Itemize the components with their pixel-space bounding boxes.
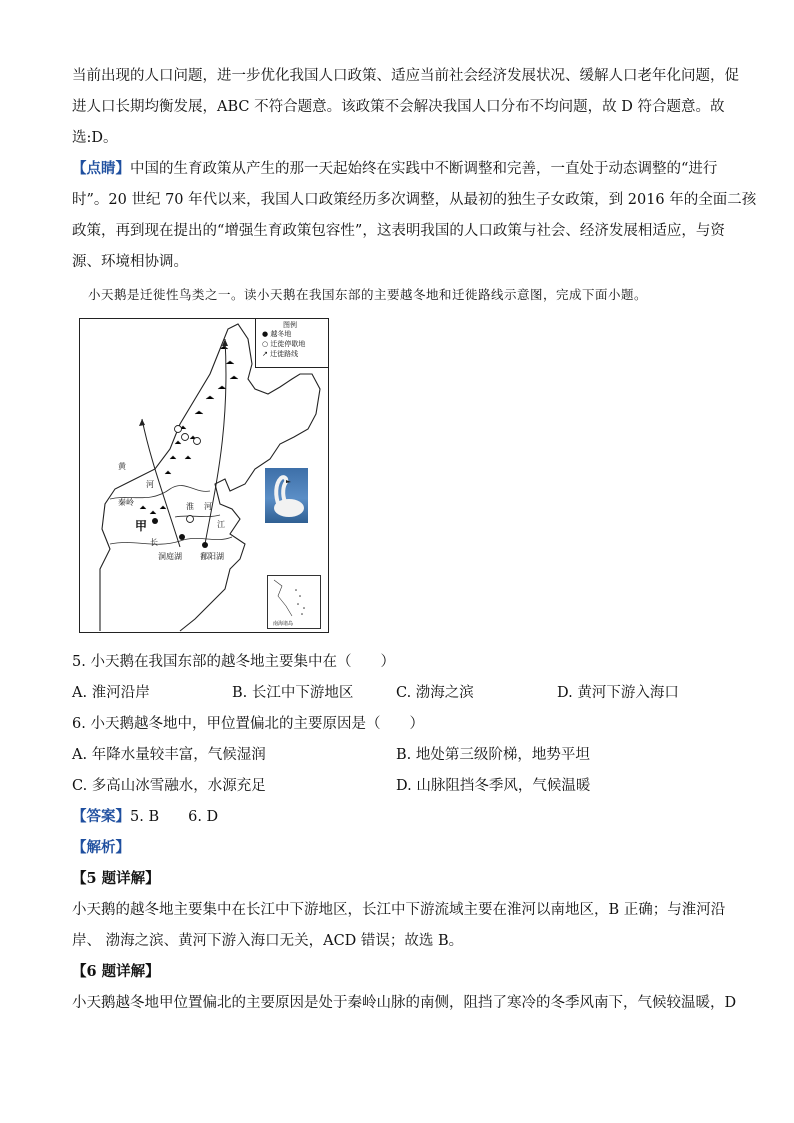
label-he2: 河 — [204, 502, 212, 511]
q5-detail-line: 小天鹅的越冬地主要集中在长江中下游地区，长江中下游流域主要在淮河以南地区，B 正确；与淮河沿 — [72, 902, 726, 918]
dianjing-line — [72, 157, 717, 178]
dianjing-line: 源、环境相协调。 — [72, 254, 188, 270]
label-jiang: 江 — [217, 520, 225, 529]
inset-caption: 南海诸岛 — [273, 621, 294, 627]
q5-detail-tag: 【5 题详解】 — [72, 870, 160, 887]
legend-item-route: ↗ 迁徙路线 — [262, 350, 299, 358]
yangtze-river — [110, 537, 232, 544]
legend-item-stopover: ○ 迁徙停歇地 — [262, 340, 306, 348]
swan-photo — [265, 468, 308, 523]
label-qinling: 秦岭 — [118, 498, 134, 507]
dianjing-line: 时”。20 世纪 70 年代以来，我国人口政策经历多次调整，从最初的独生子女政策，到 2016 年的全面二孩 — [72, 192, 757, 208]
q5-option-c[interactable]: C. 渤海之滨 — [396, 685, 474, 701]
answer-text: 5. B 6. D — [130, 809, 219, 825]
label-jia: 甲 — [135, 519, 148, 533]
question-intro: 小天鹅是迁徙性鸟类之一。读小天鹅在我国东部的主要越冬地和迁徙路线示意图，完成下面小题。 — [88, 287, 648, 302]
q6-stem: 6. 小天鹅越冬地中，甲位置偏北的主要原因是（ ） — [72, 716, 424, 732]
map-legend — [255, 319, 328, 368]
q6-detail-line: 小天鹅越冬地甲位置偏北的主要原因是处于秦岭山脉的南侧，阻挡了寒冷的冬季风南下，气候较温暖，D — [72, 995, 737, 1011]
migration-route-central — [205, 339, 226, 544]
q5-stem: 5. 小天鹅在我国东部的越冬地主要集中在（ ） — [72, 654, 395, 670]
dianjing-text: 中国的生育政策从产生的那一天起始终在实践中不断调整和完善，一直处于动态调整的“进行 — [130, 161, 718, 177]
swan-icon — [265, 468, 308, 523]
q6-option-d[interactable]: D. 山脉阻挡冬季风，气候温暖 — [396, 778, 591, 794]
q5-option-d[interactable]: D. 黄河下游入海口 — [557, 685, 679, 701]
q6-detail-tag: 【6 题详解】 — [72, 963, 160, 980]
wintering-sites — [152, 518, 208, 548]
legend-title: 图例 — [283, 321, 297, 329]
label-huang: 黄 — [118, 462, 126, 471]
answer-line — [72, 805, 218, 826]
dianjing-tag: 【点睛】 — [72, 160, 130, 177]
q5-option-a[interactable]: A. 淮河沿岸 — [72, 685, 150, 701]
huai-river — [175, 515, 220, 517]
label-huai: 淮 — [186, 502, 194, 511]
paragraph-line: 当前出现的人口问题，进一步优化我国人口政策、适应当前社会经济发展状况、缓解人口老年化问题，促 — [72, 68, 739, 84]
paragraph-line: 选:D。 — [72, 130, 118, 146]
answer-tag: 【答案】 — [72, 808, 130, 825]
analysis-tag: 【解析】 — [72, 839, 130, 856]
q5-option-b[interactable]: B. 长江中下游地区 — [232, 685, 354, 701]
route-arrow — [139, 419, 145, 426]
q6-option-a[interactable]: A. 年降水量较丰富，气候湿润 — [72, 747, 266, 763]
label-chang: 长 — [150, 538, 158, 547]
paragraph-line: 进人口长期均衡发展，ABC 不符合题意。该政策不会解决我国人口分布不均问题，故 D 符合题意。故 — [72, 99, 725, 115]
label-dongting: 洞庭湖 — [158, 552, 182, 561]
legend-item-wintering: ● 越冬地 — [262, 330, 292, 338]
q6-option-c[interactable]: C. 多高山冰雪融水，水源充足 — [72, 778, 266, 794]
label-he: 河 — [146, 480, 154, 489]
label-poyang: 鄱阳湖 — [200, 552, 224, 561]
dianjing-line: 政策，再到现在提出的“增强生育政策包容性”，这表明我国的人口政策与社会、经济发展相适应，与资 — [72, 223, 725, 239]
south-china-sea-inset — [267, 575, 321, 629]
q5-detail-line: 岸、 渤海之滨、黄河下游入海口无关，ACD 错误；故选 B。 — [72, 933, 464, 949]
q6-option-b[interactable]: B. 地处第三级阶梯，地势平坦 — [396, 747, 590, 763]
